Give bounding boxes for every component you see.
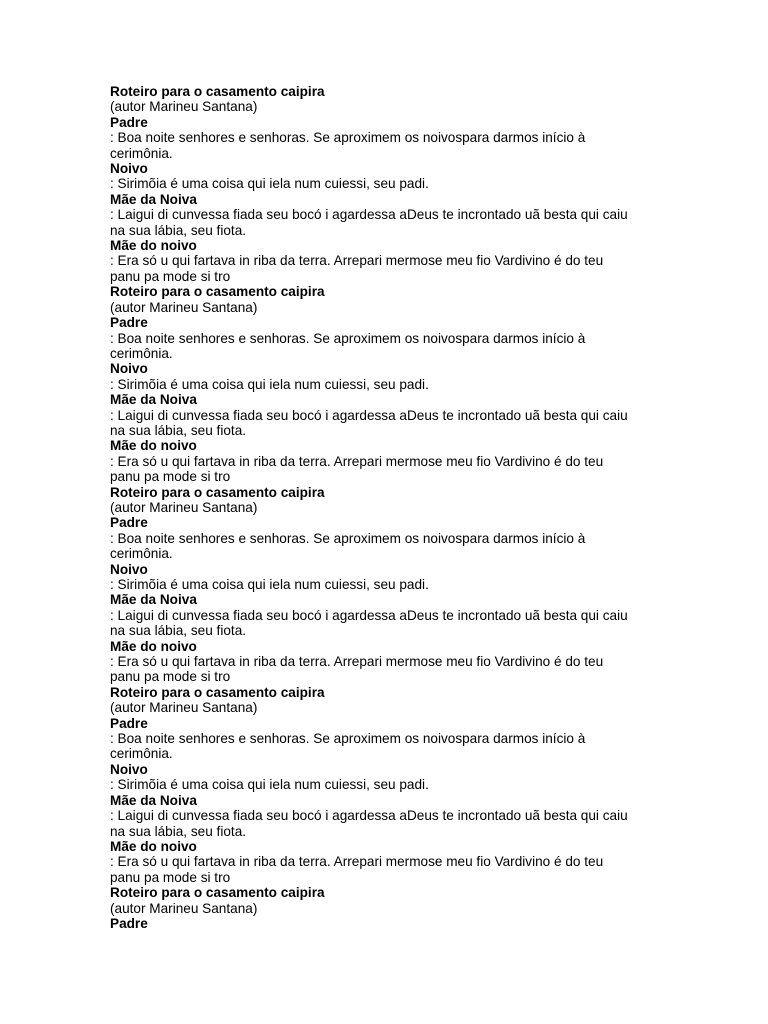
dialogue-line: : Sirimõia é uma coisa qui iela num cuiessi, seu padi. (110, 376, 429, 392)
dialogue-line: na sua lábia, seu fiota. (110, 222, 247, 238)
dialogue-line: panu pa mode si tro (110, 669, 231, 685)
dialogue-line: : Era só u qui fartava in riba da terra. Arrepari mermose meu fio Vardivino é do teu (110, 854, 604, 870)
author-credit: (autor Marineu Santana) (110, 499, 258, 515)
script-title: Roteiro para o casamento caipira (110, 284, 325, 300)
speaker-name: Mãe do noivo (110, 638, 197, 654)
dialogue-line: cerimônia. (110, 546, 173, 562)
speaker-name: Mãe do noivo (110, 438, 197, 454)
script-title: Roteiro para o casamento caipira (110, 885, 325, 901)
speaker-name: Padre (110, 315, 148, 331)
dialogue-line: : Era só u qui fartava in riba da terra. Arrepari mermose meu fio Vardivino é do teu (110, 654, 604, 670)
dialogue-line: na sua lábia, seu fiota. (110, 422, 247, 438)
speaker-name: Padre (110, 715, 148, 731)
dialogue-line: : Sirimõia é uma coisa qui iela num cuiessi, seu padi. (110, 777, 429, 793)
dialogue-line: cerimônia. (110, 345, 173, 361)
author-credit: (autor Marineu Santana) (110, 99, 258, 115)
dialogue-line: panu pa mode si tro (110, 469, 231, 485)
speaker-name: Noivo (110, 761, 148, 777)
dialogue-line: : Laigui di cunvessa fiada seu bocó i agardessa aDeus te incrontado uã besta qui caiu (110, 207, 628, 223)
author-credit: (autor Marineu Santana) (110, 299, 258, 315)
script-title: Roteiro para o casamento caipira (110, 684, 325, 700)
speaker-name: Mãe da Noiva (110, 792, 197, 808)
speaker-name: Mãe da Noiva (110, 392, 197, 408)
script-title: Roteiro para o casamento caipira (110, 484, 325, 500)
speaker-name: Noivo (110, 161, 148, 177)
author-credit: (autor Marineu Santana) (110, 700, 258, 716)
author-credit: (autor Marineu Santana) (110, 900, 258, 916)
speaker-name: Mãe do noivo (110, 238, 197, 254)
speaker-name: Padre (110, 114, 148, 130)
script-title: Roteiro para o casamento caipira (110, 84, 325, 99)
dialogue-line: cerimônia. (110, 145, 173, 161)
dialogue-line: cerimônia. (110, 746, 173, 762)
speaker-name: Mãe da Noiva (110, 592, 197, 608)
dialogue-line: : Era só u qui fartava in riba da terra. Arrepari mermose meu fio Vardivino é do teu (110, 253, 604, 269)
dialogue-line: : Boa noite senhores e senhoras. Se aproximem os noivospara darmos início à (110, 731, 586, 747)
dialogue-line: : Boa noite senhores e senhoras. Se aproximem os noivospara darmos início à (110, 330, 586, 346)
speaker-name: Noivo (110, 561, 148, 577)
speaker-name: Noivo (110, 361, 148, 377)
dialogue-line: : Laigui di cunvessa fiada seu bocó i agardessa aDeus te incrontado uã besta qui caiu (110, 808, 628, 824)
dialogue-line: na sua lábia, seu fiota. (110, 823, 247, 839)
dialogue-line: : Boa noite senhores e senhoras. Se aproximem os noivospara darmos início à (110, 130, 586, 146)
speaker-name: Mãe do noivo (110, 838, 197, 854)
dialogue-line: : Laigui di cunvessa fiada seu bocó i agardessa aDeus te incrontado uã besta qui caiu (110, 407, 628, 423)
dialogue-line: : Sirimõia é uma coisa qui iela num cuiessi, seu padi. (110, 577, 429, 592)
dialogue-line: na sua lábia, seu fiota. (110, 623, 247, 639)
dialogue-line: : Sirimõia é uma coisa qui iela num cuiessi, seu padi. (110, 176, 429, 192)
dialogue-line: : Era só u qui fartava in riba da terra. Arrepari mermose meu fio Vardivino é do teu (110, 453, 604, 469)
speaker-name: Padre (110, 515, 148, 531)
document-page (110, 84, 658, 931)
dialogue-line: panu pa mode si tro (110, 268, 231, 284)
dialogue-line: panu pa mode si tro (110, 869, 231, 885)
speaker-name: Mãe da Noiva (110, 191, 197, 207)
dialogue-line: : Laigui di cunvessa fiada seu bocó i agardessa aDeus te incrontado uã besta qui caiu (110, 607, 628, 623)
dialogue-line: : Boa noite senhores e senhoras. Se aproximem os noivospara darmos início à (110, 530, 586, 546)
speaker-name: Padre (110, 915, 148, 931)
